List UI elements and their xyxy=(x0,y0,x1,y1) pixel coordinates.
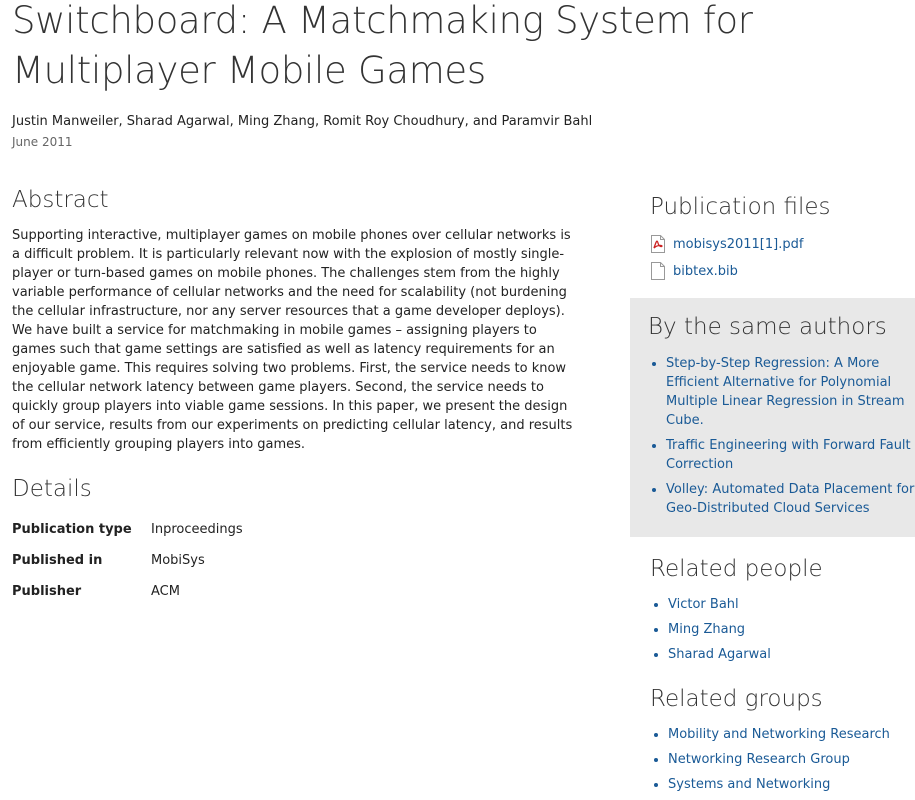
abstract-heading: Abstract xyxy=(12,187,109,213)
related-person-link[interactable]: Ming Zhang xyxy=(668,622,746,637)
list-item xyxy=(666,354,915,430)
details-value: MobiSys xyxy=(151,553,205,568)
details-row-published-in xyxy=(12,551,243,582)
publication-date: June 2011 xyxy=(12,135,73,149)
details-value: ACM xyxy=(151,584,180,599)
same-authors-link[interactable]: Step-by-Step Regression: A More Efficient Alternative for Polynomial Multiple Linear Regression in Stream Cube. xyxy=(666,356,905,428)
related-person-link[interactable]: Victor Bahl xyxy=(668,597,739,612)
same-authors-heading: By the same authors xyxy=(648,314,887,340)
file-link-bib[interactable]: bibtex.bib xyxy=(673,263,738,279)
list-item xyxy=(668,645,915,664)
publication-files-heading: Publication files xyxy=(650,194,831,220)
list-item xyxy=(668,725,915,744)
related-people-heading: Related people xyxy=(650,556,823,582)
list-item xyxy=(668,595,915,614)
related-group-link[interactable]: Networking Research Group xyxy=(668,752,850,767)
related-group-link[interactable]: Systems and Networking xyxy=(668,777,831,792)
same-authors-list xyxy=(648,354,915,524)
same-authors-link[interactable]: Traffic Engineering with Forward Fault Correction xyxy=(666,438,911,472)
details-label: Publisher xyxy=(12,584,82,599)
details-row-publisher xyxy=(12,582,243,613)
details-row-publication-type xyxy=(12,520,243,551)
file-icon xyxy=(650,262,666,280)
related-group-link[interactable]: Mobility and Networking Research xyxy=(668,727,890,742)
related-person-link[interactable]: Sharad Agarwal xyxy=(668,647,771,662)
author-list: Justin Manweiler, Sharad Agarwal, Ming Zhang, Romit Roy Choudhury, and Paramvir Bahl xyxy=(12,114,593,129)
abstract-text: Supporting interactive, multiplayer games on mobile phones over cellular networks is a difficult problem. It is particularly relevant now with the explosion of mostly single-player or turn-based games on mobile phones. The challenges stem from the highly variable performance of cellular networks and the need for scalability (not burdening the cellular infrastructure, nor any server resources that a game developer deploys). We have built a service for matchmaking in mobile games – assigning players to games such that game settings are satisfied as well as latency requirements for an enjoyable game. This requires solving two problems. First, the service needs to know the cellular network latency between game players. Second, the service needs to quickly group players into viable game sessions. In this paper, we present the design of our service, results from our experiments on predicting cellular latency, and results from efficiently grouping players into games. xyxy=(12,228,573,452)
list-item xyxy=(666,480,915,518)
related-groups-heading: Related groups xyxy=(650,686,823,712)
details-label: Publication type xyxy=(12,522,132,537)
file-row-pdf xyxy=(650,234,803,254)
same-authors-box xyxy=(630,298,915,537)
pdf-icon xyxy=(650,235,666,253)
related-groups-list xyxy=(650,725,915,800)
list-item xyxy=(666,436,915,474)
list-item xyxy=(668,750,915,769)
details-label: Published in xyxy=(12,553,103,568)
details-heading: Details xyxy=(12,476,92,502)
file-link-pdf[interactable]: mobisys2011[1].pdf xyxy=(673,236,804,252)
list-item xyxy=(668,775,915,794)
list-item xyxy=(668,620,915,639)
page-title: Switchboard: A Matchmaking System for Multiplayer Mobile Games xyxy=(12,0,753,92)
related-people-list xyxy=(650,595,915,670)
details-table xyxy=(12,520,243,613)
file-row-bib xyxy=(650,261,738,281)
details-value: Inproceedings xyxy=(151,522,243,537)
same-authors-link[interactable]: Volley: Automated Data Placement for Geo-Distributed Cloud Services xyxy=(666,482,915,516)
